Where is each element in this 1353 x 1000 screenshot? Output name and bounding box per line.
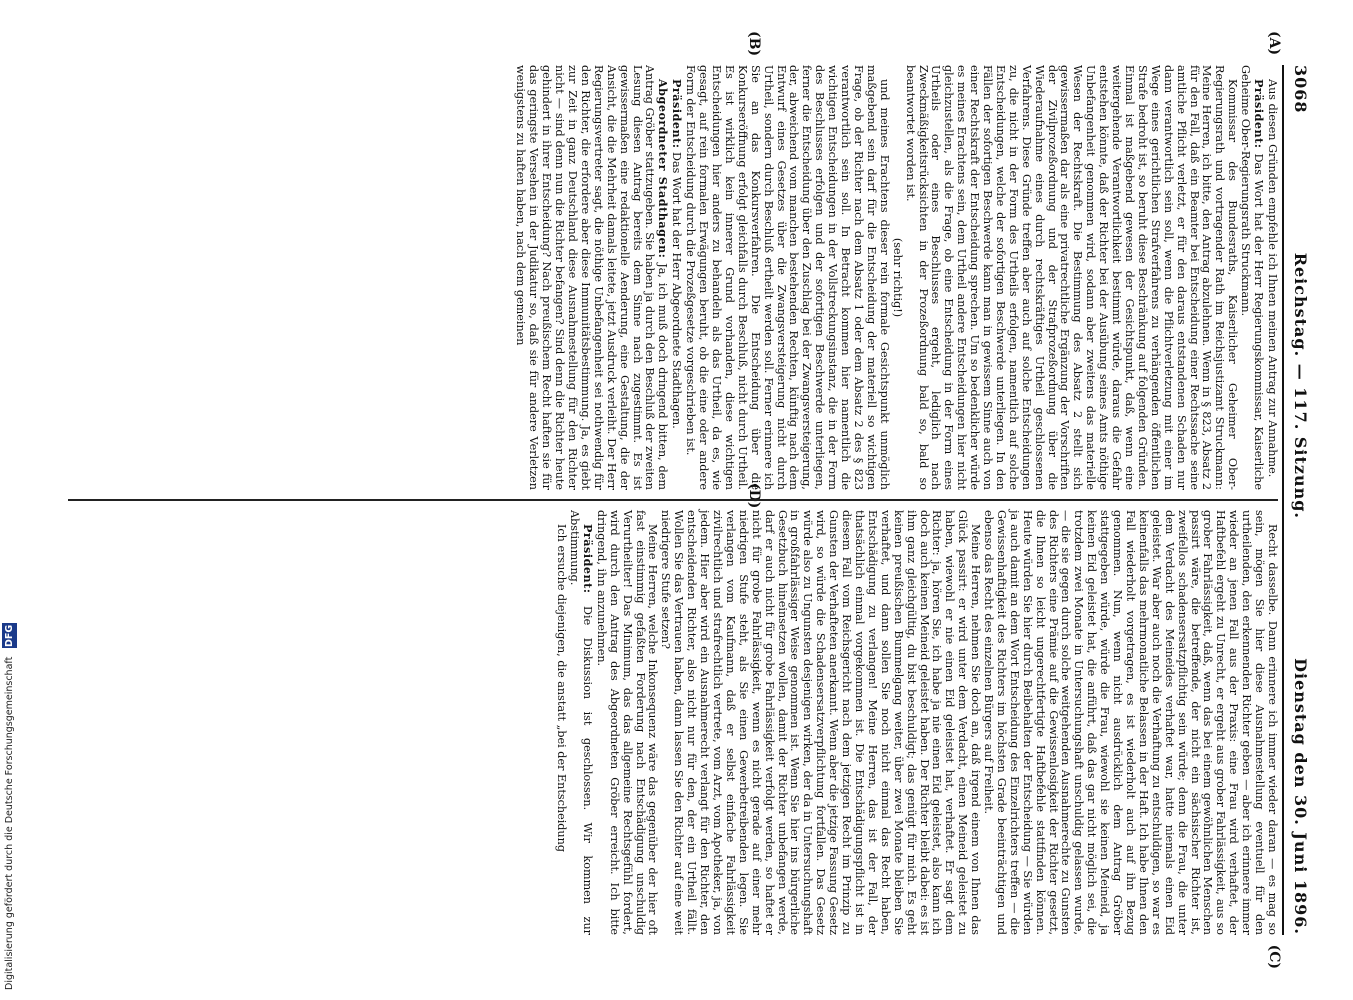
newspaper-page xyxy=(32,25,1322,975)
right-column xyxy=(554,510,1278,935)
paragraph-text: Kommissar des Bundesraths, Kaiserlicher Geheimer Ober-Regierungsrath und vortragender Rath im Reichsjustizamt Struckmann: Meine Herren, ich bitte, den Antrag abzulehnen. Wenn in § 823, Absatz 2 für den Fall, daß ein Beamter bei Entscheidung einer Rechtssache seine amtliche Pflicht verletzt, er für den daraus entstandenen Schaden nur dann verantwortlich sein soll, wenn die Pflichtverletzung mit einer im Wege eines gerichtlichen Strafverfahrens zu verhängenden öffentlichen Strafe bedroht ist, so beruht diese Beschränkung auf folgenden Gründen. Einmal ist maßgebend gewesen der Gesichtspunkt, daß, wenn eine weitergehende Verantwortlichkeit bestimmt würde, daraus die Gefahr entstehen könnte, daß der Richter bei der Ausübung seines Amts nöthige Unbefangenheit genommen wird, sodann aber zweitens das materielle Wesen der Rechtskraft. Die Bestimmung des Absatz 2 stellt sich gewissermaßen dar als eine privatrechtliche Ergänzung der Vorschriften der Zivilprozeßordnung und der Strafprozeßordnung über die Wiederaufnahme eines durch rechtskräftiges Urtheil geschlossenen Verfahrens. Diese Gründe treffen aber auch auf solche Entscheidungen zu, die nicht in der Form des Urtheils erfolgen, namentlich auf solche Entscheidungen, welche der sofortigen Beschwerde unterliegen. In den Fällen der sofortigen Beschwerde kann man in gewissem Sinne auch von einer Rechtskraft der Entscheidung sprechen. Um so bedenklicher würde es meines Erachtens sein, dem Urtheil andere Entscheidungen hier nicht gleichzustellen, als die Frage, ob eine Entscheidung in der Form eines Urtheils oder eines Beschlusses ergeht, lediglich nach Zweckmäßigkeitsrücksichten in der Prozeßordnung bald so, bald so beantwortet worden ist. xyxy=(903,65,1239,490)
session-date: Dienstag den 30. Juni 1896. xyxy=(1291,658,1310,935)
marker-a: (A) xyxy=(1265,31,1282,56)
paragraph xyxy=(513,65,669,490)
paragraph xyxy=(1265,65,1278,490)
header-rule xyxy=(1282,65,1284,935)
speaker-name: Präsident: xyxy=(580,524,595,594)
paragraph-text: Das Wort hat der Herr Abgeordnete Stadthagen. xyxy=(669,152,683,429)
paragraph-text: (sehr richtig!) xyxy=(890,237,904,318)
paragraph xyxy=(567,510,594,935)
paragraph xyxy=(593,510,658,935)
speaker-name: Präsident: xyxy=(1251,79,1266,149)
paragraph-text: Aus diesen Gründen empfehle ich Ihnen meinen Antrag zur Annahme. xyxy=(1265,79,1279,478)
dfg-logo: DFG xyxy=(4,624,15,647)
rotated-page xyxy=(32,25,1322,975)
paragraph-text: und meines Erachtens dieser rein formale Gesichtspunkt unmöglich maßgebend sein darf für die Entscheidung der materiell so wichtigen Frage, ob der Richter nach dem Absatz 1 oder dem Absatz 2 des § 823 verantwortlich sein soll. In Betracht kommen hier namentlich die wichtigen Entscheidungen in der Vollstreckungsinstanz, die in der Form des Beschlusses erfolgen und der sofortigen Beschwerde unterliegen, ferner die Entscheidung über den Zuschlag bei der Zwangsversteigerung, der, abweichend vom manchen bestehenden Rechten, künftig nach dem Entwurf eines Gesetzes über die Zwangsversteigerung nicht durch Urtheil, sondern durch Beschluß ertheilt werden soll. Ferner erinnere ich Sie an das Konkursverfahren. Die Entscheidung über die Konkurseröffnung erfolgt gleichfalls durch Beschluß, nicht durch Urtheil. Es ist wirklich kein innerer Grund vorhanden, diese wichtigen Entscheidungen hier anders zu behandeln als das Urtheil, da es, wie gesagt, auf rein formalen Erwägungen beruht, ob die eine oder andere Form der Entscheidung durch die Prozeßgesetze vorgeschrieben ist. xyxy=(683,65,891,490)
paragraph xyxy=(981,510,1278,935)
paragraph-text: Das Wort hat der Herr Regierungskommissar, Kaiserliche Geheime Ober-Regierungsrath Struckmann. xyxy=(1238,65,1265,491)
paragraph-text: Meine Herren, welche Inkonsequenz wäre das gegenüber der hier oft fast einstimmig gefaßten Forderung nach Entschädigung unschuldig Verurtheilter! Das Minimum, das das allgemeine Rechtsgefühl fordert, wird durch den Antrag des Abgeordneten Gröber erreicht. Ich bitte dringend, ihn anzunehmen. xyxy=(594,510,659,935)
column-divider xyxy=(68,499,1278,501)
paragraph-text: Die Diskussion ist geschlossen. Wir kommen zur Abstimmung. xyxy=(567,510,594,935)
marker-b: (B) xyxy=(745,31,762,57)
marker-d: (D) xyxy=(745,483,762,509)
paragraph xyxy=(554,510,567,935)
speaker-name: Abgeordneter Stadthagen: xyxy=(655,79,670,259)
paragraph xyxy=(683,65,890,490)
paragraph xyxy=(658,510,981,935)
marker-c: (C) xyxy=(1265,944,1282,969)
running-title: Reichstag. — 117. Sitzung. xyxy=(1291,252,1310,519)
left-column xyxy=(513,65,1277,490)
page-number: 3068 xyxy=(1291,65,1310,114)
paragraph-text: Ja, ich muß doch dringend bitten, dem Antrag Gröber stattzugeben. Sie haben ja durch den Beschluß der zweiten Lesung diesen Antrag bereits dem Sinne nach zugestimmt. Es ist gewissermaßen eine redaktionelle Aenderung, eine Gestaltung, die der Ansicht, die die Mehrheit damals leitete, jetzt Ausdruck verleiht. Der Herr Regierungsvertreter sagt, die nöthige Unbefangenheit sei nothwendig für den Richter, die erfordere aber diese Immunitätsbestimmung. Ja, es giebt zur Zeit in ganz Deutschland diese Ausnahmestellung für den Richter nicht — sind denn nun die Richter befangen? Sind denn die Richter heute gehindert in ihrer Entscheidung? Nach preußischem Recht haften sie für das geringste Versehen in der Judikatur so, daß sie für andere Verletzen wenigstens zu haften haben, nach dem gemeinen xyxy=(513,65,669,490)
paragraph xyxy=(669,65,683,490)
paragraph xyxy=(889,65,902,490)
credit-text: Digitalisierung gefördert durch die Deutsche Forschungsgemeinschaft xyxy=(4,656,15,990)
paragraph xyxy=(1238,65,1265,490)
paragraph xyxy=(902,65,1238,490)
page-header xyxy=(1288,65,1314,935)
paragraph-text: Ich ersuche diejenigen, die anstatt „bei der Entscheidung xyxy=(554,524,568,852)
speaker-name: Präsident: xyxy=(669,79,684,149)
paragraph-text: Recht dasselbe. Dann erinnere ich immer wieder daran — es mag so sein, mögen Sie hier diese Ausnahmestellung eventuell für den urtheilenden, den erkennenden Richter geben — aber ich erinnere immer wieder an jenen Fall aus der Praxis: eine Frau wird verhaftet, der Haftbefehl ergeht zu Unrecht, er ergeht aus grober Fahrlässigkeit, aus so grober Fahrlässigkeit, daß, wenn das bei einem gewöhnlichen Menschen passirt wäre, die betreffende, der nicht ein sächsischer Richter ist, zweifellos schadensersatzpflichtig sein würde; denn die Frau, die unter dem Verdacht des Meineides verhaftet war, hatte niemals einen Eid geleistet. War aber auch noch die Verhaftung zu entschuldigen, so war es keinenfalls das mehrmonatliche Belassen in der Haft. Ich habe Ihnen den Fall wiederholt vorgetragen, es ist wiederholt auch auf ihn Bezug genommen. Nun, wenn nicht ausdrücklich dem Antrag Gröber stattgegeben würde, würde die Frau, wiewohl sie keinen Meineid, ja keinen Eid geleistet hat, die anführt, daß das gar nicht möglich sei, die trotzdem zwei Monate in Untersuchungshaft unschuldig gelassen wurde, — die sie gegen durch solche weitgehenden Ausnahmerechte zu Gunsten des Richters eine Prämie auf die Gewissenlosigkeit der Richter gesetzt, die Ihnen so leicht ungerechtfertigte Haftbefehle stattfinden können. Heute würden Sie hier durch Beibehalten der Entscheidung — Sie würden ja auch damit an dem Wort Entscheidung des Einzelrichters treffen — die Gewissenhaftigkeit des Richters im höchsten Grade beeinträchtigen und ebenso das Recht des einzelnen Bürgers auf Freiheit. xyxy=(981,510,1279,935)
paragraph-text: Meine Herren, nehmen Sie doch an, daß irgend einem von Ihnen das Glück passirt: er wird unter dem Verdacht, einen Meineid geleistet zu haben, wiewohl er nie einen Eid geleistet hat, verhaftet. Er sagt dem Richter: ja, hören Sie, ich habe ja nie einen Eid geleistet, also kann ich doch auch keinen Meineid geleistet haben. Der Richter bleibt dabei: es ist ihm ganz gleichgültig, du bist beschuldigt; das genügt für mich. Es geht keinen preußischen Bummelgang weiter, über zwei Monate bleiben Sie verhaftet, und dann sollen Sie noch nicht einmal das Recht haben, Entschädigung zu verlangen! Meine Herren, das ist der Fall, der thatsächlich einmal vorgekommen ist. Die Entschädigungspflicht ist in diesem Fall vom Reichsgericht nach dem jetzigen Recht im Prinzip zu Gunsten der Verhafteten anerkannt. Wenn aber die jetzige Fassung Gesetz wird, so würde die Schadensersatzverpflichtung fortfallen. Das Gesetz würde also zu Ungunsten desjenigen wirken, der da in Untersuchungshaft in großfahrlässiger Weise genommen ist. Wenn Sie hier ins bürgerliche Gesetzbuch hineinsetzen wollen, damit der Richter unbefangen werde, darf er auch nicht für grobe Fahrlässigkeit verfolgt werden, so haftet er nicht für grobe Fahrlässigkeit, wenn es nicht gerade auf einer mehr niedrigen Stufe steht, als Sie einen Gewerbetreibenden legen. Sie verlangen vom Kaufmann, daß er selbst einfache Fahrlässigkeit zivilrechtlich und strafrechtlich vertrete, vom Arzt, vom Apotheker, ja, von jedem. Hier aber wird ein Ausnahmerecht verlangt für den Richter, den entscheidenden Richter, also nicht nur für den, der ein Urtheil fällt. Wollen Sie das Vertrauen haben, dann lassen Sie den Richter auf eine weit niedrigere Stufe setzen? xyxy=(658,510,982,935)
digitization-credit xyxy=(2,230,22,990)
